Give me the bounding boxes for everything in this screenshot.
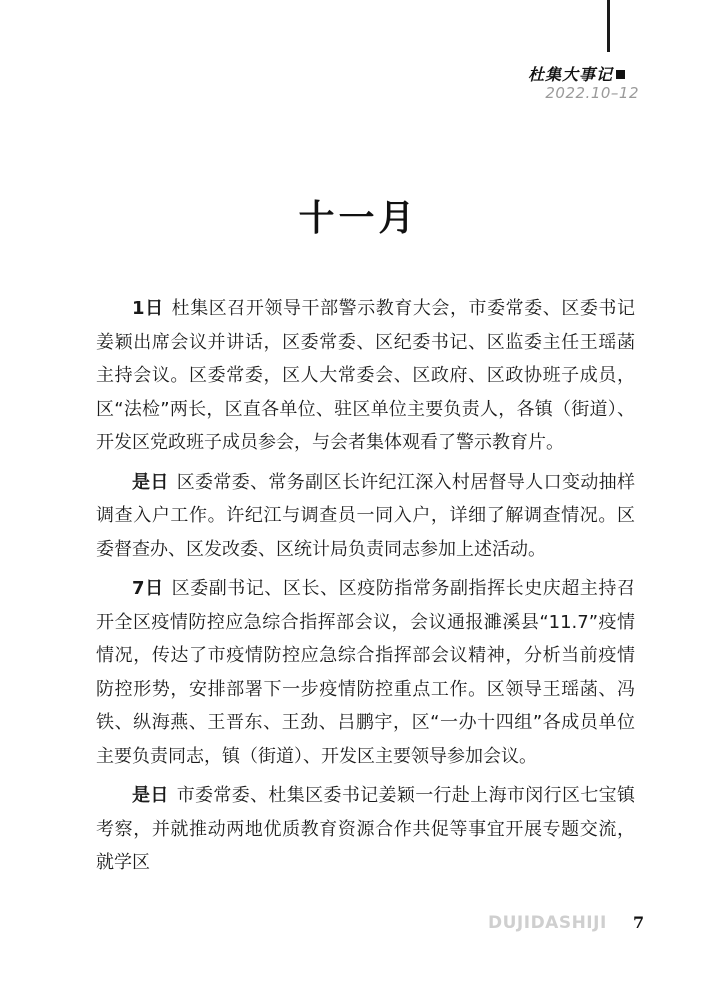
running-header — [528, 62, 625, 85]
chapter-title: 十一月 — [298, 197, 419, 239]
entry-paragraph — [96, 292, 635, 460]
entry-paragraph — [96, 779, 635, 880]
entry-text: 杜集区召开领导干部警示教育大会，市委常委、区委书记姜颖出席会议并讲话，区委常委、区纪委书记、区监委主任王瑶菡主持会议。区委常委，区人大常委会、区政府、区政协班子成员，区“法检”两长，区直各单位、驻区单位主要负责人，各镇（街道）、开发区党政班子成员参会，与会者集体观看了警示教育片。 — [96, 298, 635, 453]
entry-date: 是日 — [132, 471, 169, 493]
running-header-title: 杜集大事记 — [527, 65, 613, 84]
entry-text: 区委副书记、区长、区疫防指常务副指挥长史庆超主持召开全区疫情防控应急综合指挥部会议，会议通报濉溪县“11.7”疫情情况，传达了市疫情防控应急综合指挥部会议精神，分析当前疫情防控形势，安排部署下一步疫情防控重点工作。区领导王瑶菡、冯铁、纵海燕、王晋东、王劲、吕鹏宇，区“一办十四组”各成员单位主要负责同志，镇（街道）、开发区主要领导参加会议。 — [96, 578, 635, 767]
entry-date: 1日 — [132, 298, 164, 319]
top-vertical-rule — [607, 0, 610, 52]
entry-text: 市委常委、杜集区委书记姜颖一行赴上海市闵行区七宝镇考察，并就推动两地优质教育资源合作共促等事宜开展专题交流，就学区 — [96, 785, 636, 873]
footer-brand: DUJIDASHIJI — [488, 913, 607, 933]
entry-paragraph — [96, 572, 635, 773]
page-number: 7 — [633, 913, 645, 932]
entry-text: 区委常委、常务副区长许纪江深入村居督导人口变动抽样调查入户工作。许纪江与调查员一同入户，详细了解调查情况。区委督查办、区发改委、区统计局负责同志参加上述活动。 — [96, 471, 636, 560]
square-bullet-icon — [616, 70, 625, 79]
entry-paragraph — [96, 466, 635, 567]
chronicle-body — [96, 292, 635, 886]
running-header-date: 2022.10–12 — [545, 84, 639, 102]
entry-date: 是日 — [132, 785, 169, 806]
entry-date: 7日 — [132, 578, 164, 599]
